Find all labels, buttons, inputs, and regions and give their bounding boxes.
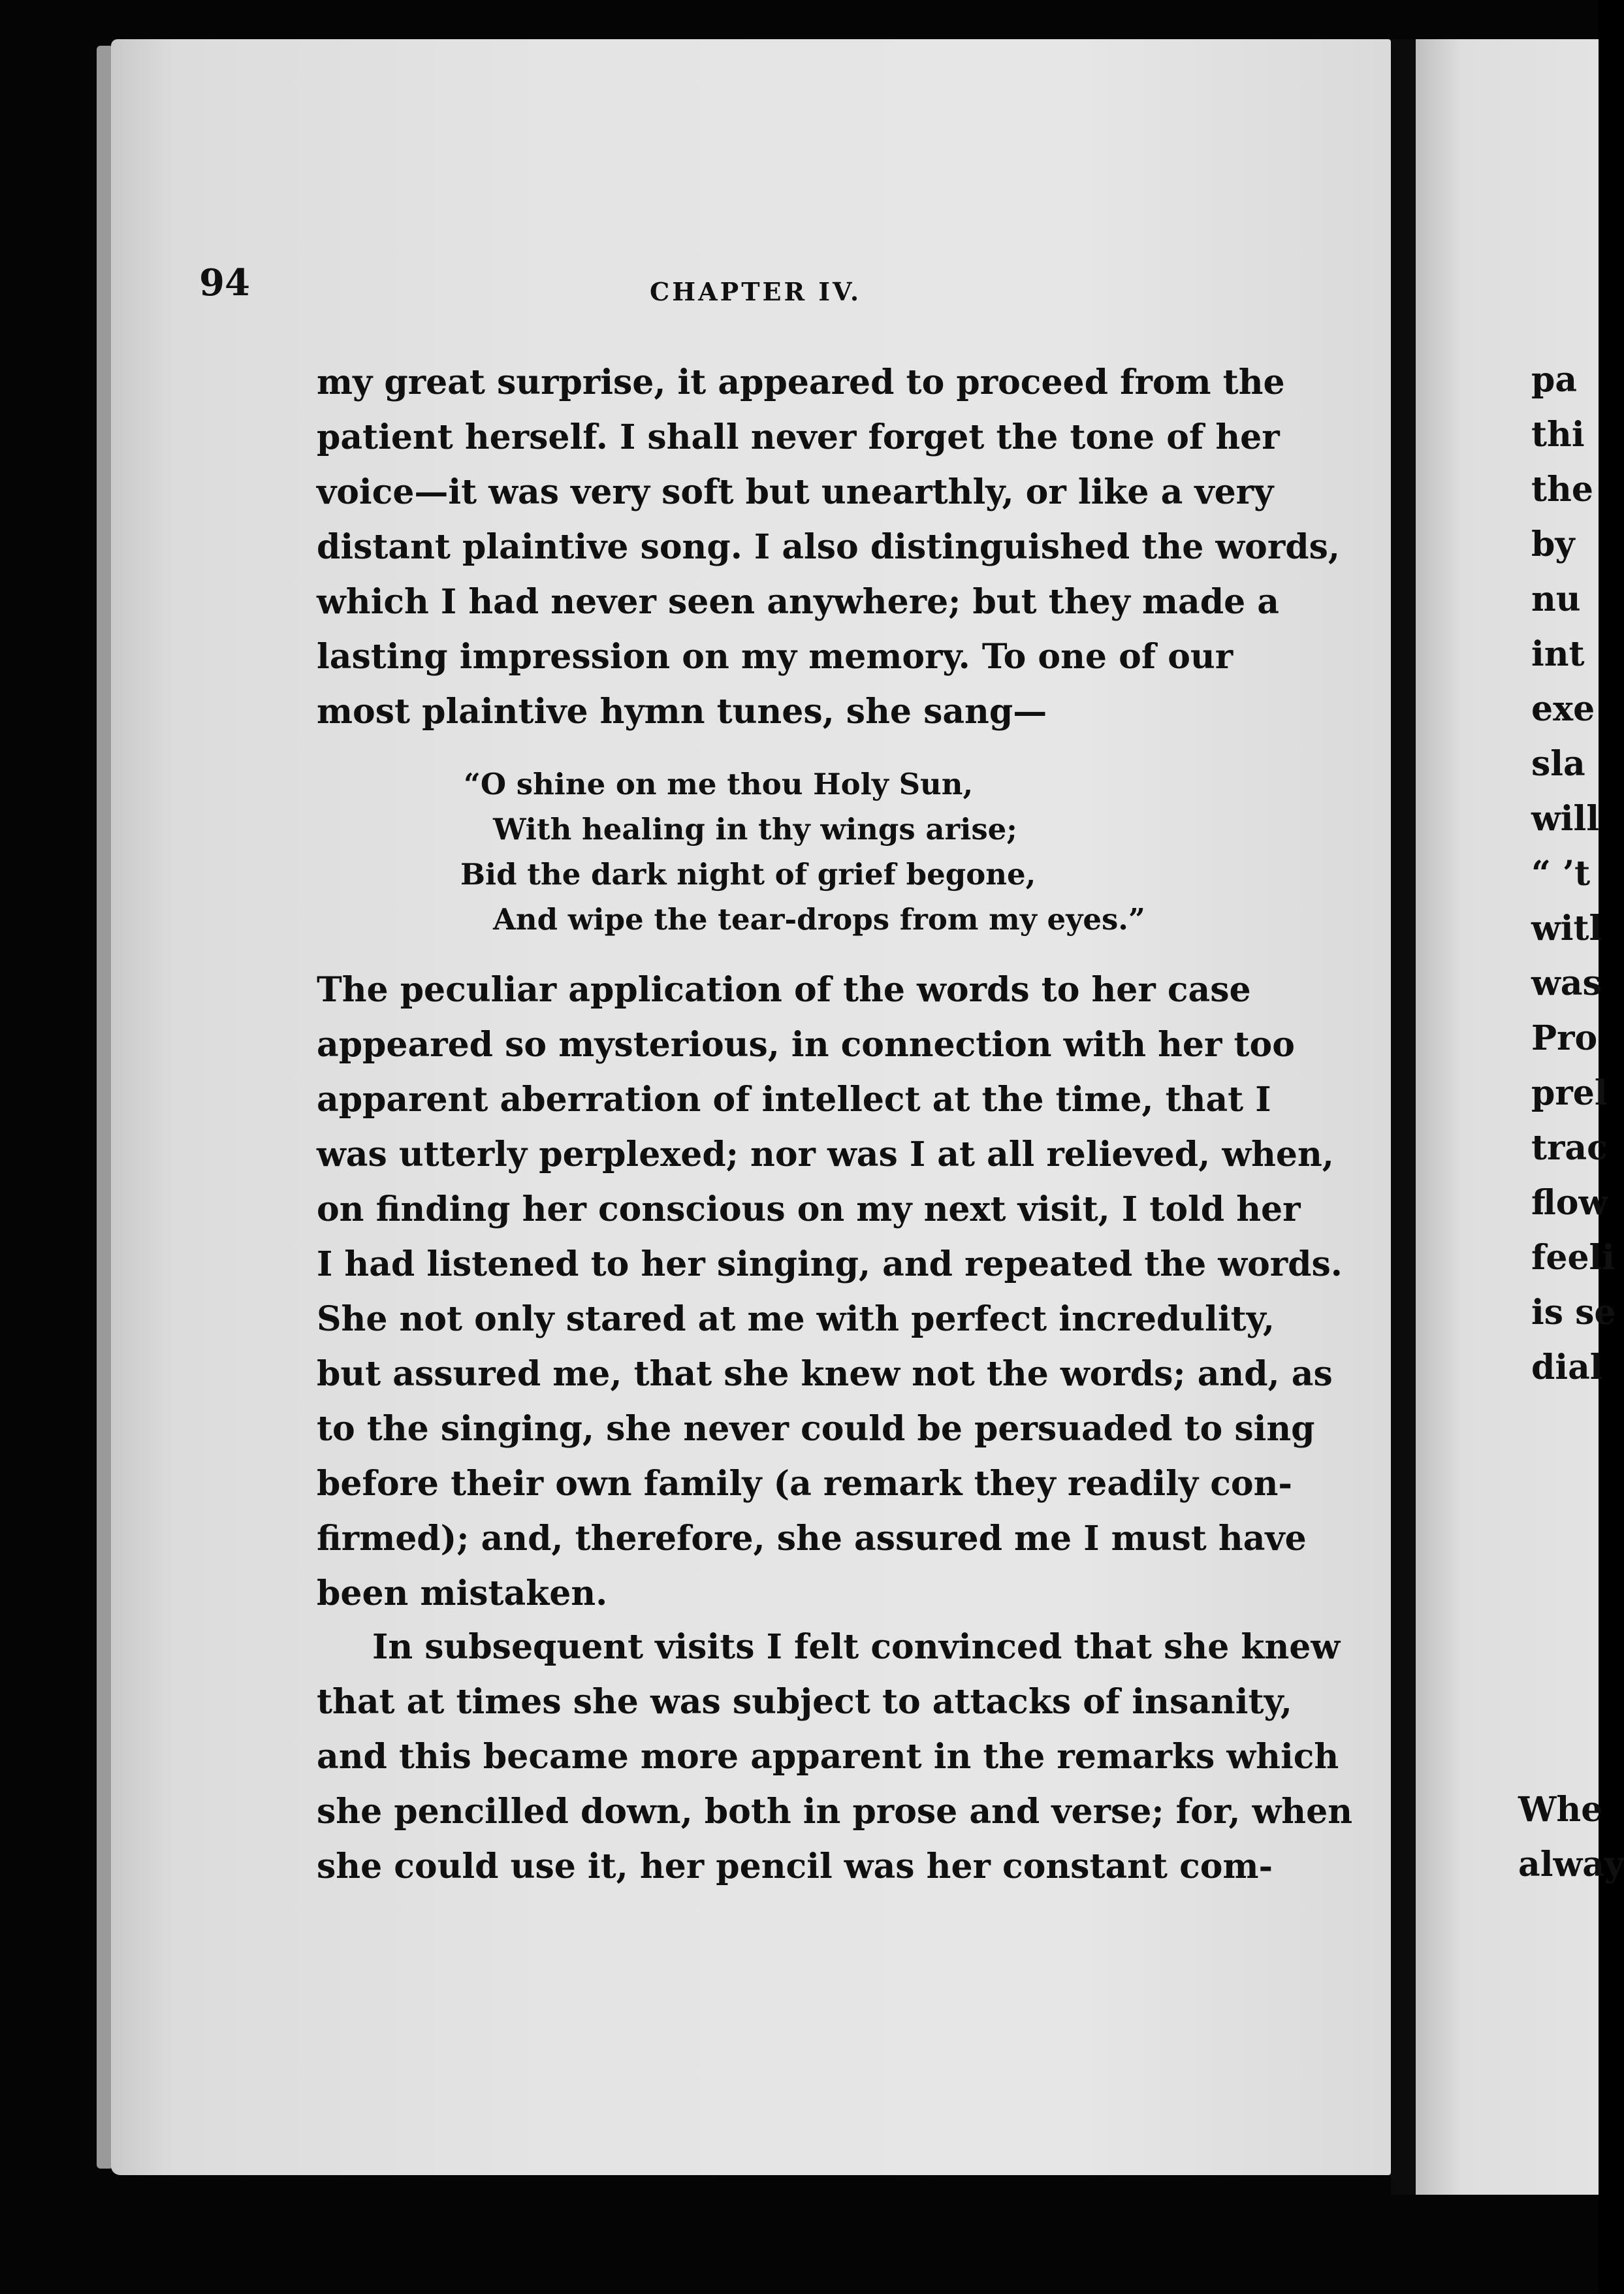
text-line: on finding her conscious on my next visit, I told her <box>317 1189 1301 1229</box>
verse-line: Bid the dark night of grief begone, <box>460 857 1036 892</box>
facing-text-fragment: feeli <box>1531 1238 1616 1278</box>
text-line: my great surprise, it appeared to proceed from the <box>317 363 1285 402</box>
text-line: was utterly perplexed; nor was I at all relieved, when, <box>317 1135 1334 1174</box>
text-line: lasting impression on my memory. To one of our <box>317 637 1234 677</box>
facing-text-fragment: “ ’t <box>1531 854 1591 894</box>
text-line: she pencilled down, both in prose and verse; for, when <box>317 1792 1352 1832</box>
text-line: been mistaken. <box>317 1574 608 1613</box>
facing-text-fragment: the <box>1531 470 1593 509</box>
text-line: most plaintive hymn tunes, she sang— <box>317 692 1047 732</box>
page-number: 94 <box>199 261 250 304</box>
text-line: to the singing, she never could be persuaded to sing <box>317 1409 1315 1449</box>
facing-text-fragment: prel <box>1531 1073 1608 1113</box>
text-line: distant plaintive song. I also distinguished the words, <box>317 527 1340 567</box>
facing-text-fragment: sla <box>1531 744 1585 784</box>
facing-text-fragment: trac <box>1531 1128 1608 1168</box>
text-line: I had listened to her singing, and repeated the words. <box>317 1244 1343 1284</box>
facing-text-fragment: nu <box>1531 579 1581 619</box>
text-line: but assured me, that she knew not the words; and, as <box>317 1354 1333 1394</box>
facing-text-fragment: by <box>1531 525 1575 564</box>
verse-line: With healing in thy wings arise; <box>493 812 1017 847</box>
text-line: firmed); and, therefore, she assured me I must have <box>317 1519 1307 1559</box>
facing-text-fragment: Whe <box>1518 1790 1603 1830</box>
text-line: The peculiar application of the words to her case <box>317 970 1251 1010</box>
facing-text-fragment: was <box>1531 963 1602 1003</box>
text-line: She not only stared at me with perfect incredulity, <box>317 1299 1275 1339</box>
verse-line: “O shine on me thou Holy Sun, <box>464 767 974 801</box>
facing-text-fragment: dial <box>1531 1348 1603 1387</box>
facing-text-fragment: flow <box>1531 1183 1608 1223</box>
text-line: before their own family (a remark they readily con- <box>317 1464 1292 1504</box>
text-line: she could use it, her pencil was her constant com- <box>317 1847 1273 1886</box>
book-gutter <box>1391 39 1416 2195</box>
facing-text-fragment: int <box>1531 634 1585 674</box>
facing-text-fragment: pa <box>1531 360 1578 400</box>
facing-text-fragment: will <box>1531 799 1600 839</box>
text-line: and this became more apparent in the remarks which <box>317 1737 1339 1777</box>
text-line: which I had never seen anywhere; but they made a <box>317 582 1279 622</box>
facing-text-fragment: alway <box>1518 1845 1624 1884</box>
facing-text-fragment: is se <box>1531 1293 1616 1333</box>
facing-text-fragment: Pro <box>1531 1018 1598 1058</box>
text-line: that at times she was subject to attacks of insanity, <box>317 1682 1292 1722</box>
running-head: CHAPTER IV. <box>650 277 862 306</box>
text-line: In subsequent visits I felt convinced that she knew <box>372 1627 1341 1667</box>
facing-text-fragment: thi <box>1531 415 1585 455</box>
text-line: patient herself. I shall never forget the tone of her <box>317 417 1280 457</box>
verse-line: And wipe the tear-drops from my eyes.” <box>493 902 1145 937</box>
text-line: appeared so mysterious, in connection with her too <box>317 1025 1295 1065</box>
facing-text-fragment: witl <box>1531 909 1602 948</box>
facing-text-fragment: exe <box>1531 689 1595 729</box>
text-line: voice—it was very soft but unearthly, or like a very <box>317 472 1274 512</box>
text-line: apparent aberration of intellect at the time, that I <box>317 1080 1271 1120</box>
